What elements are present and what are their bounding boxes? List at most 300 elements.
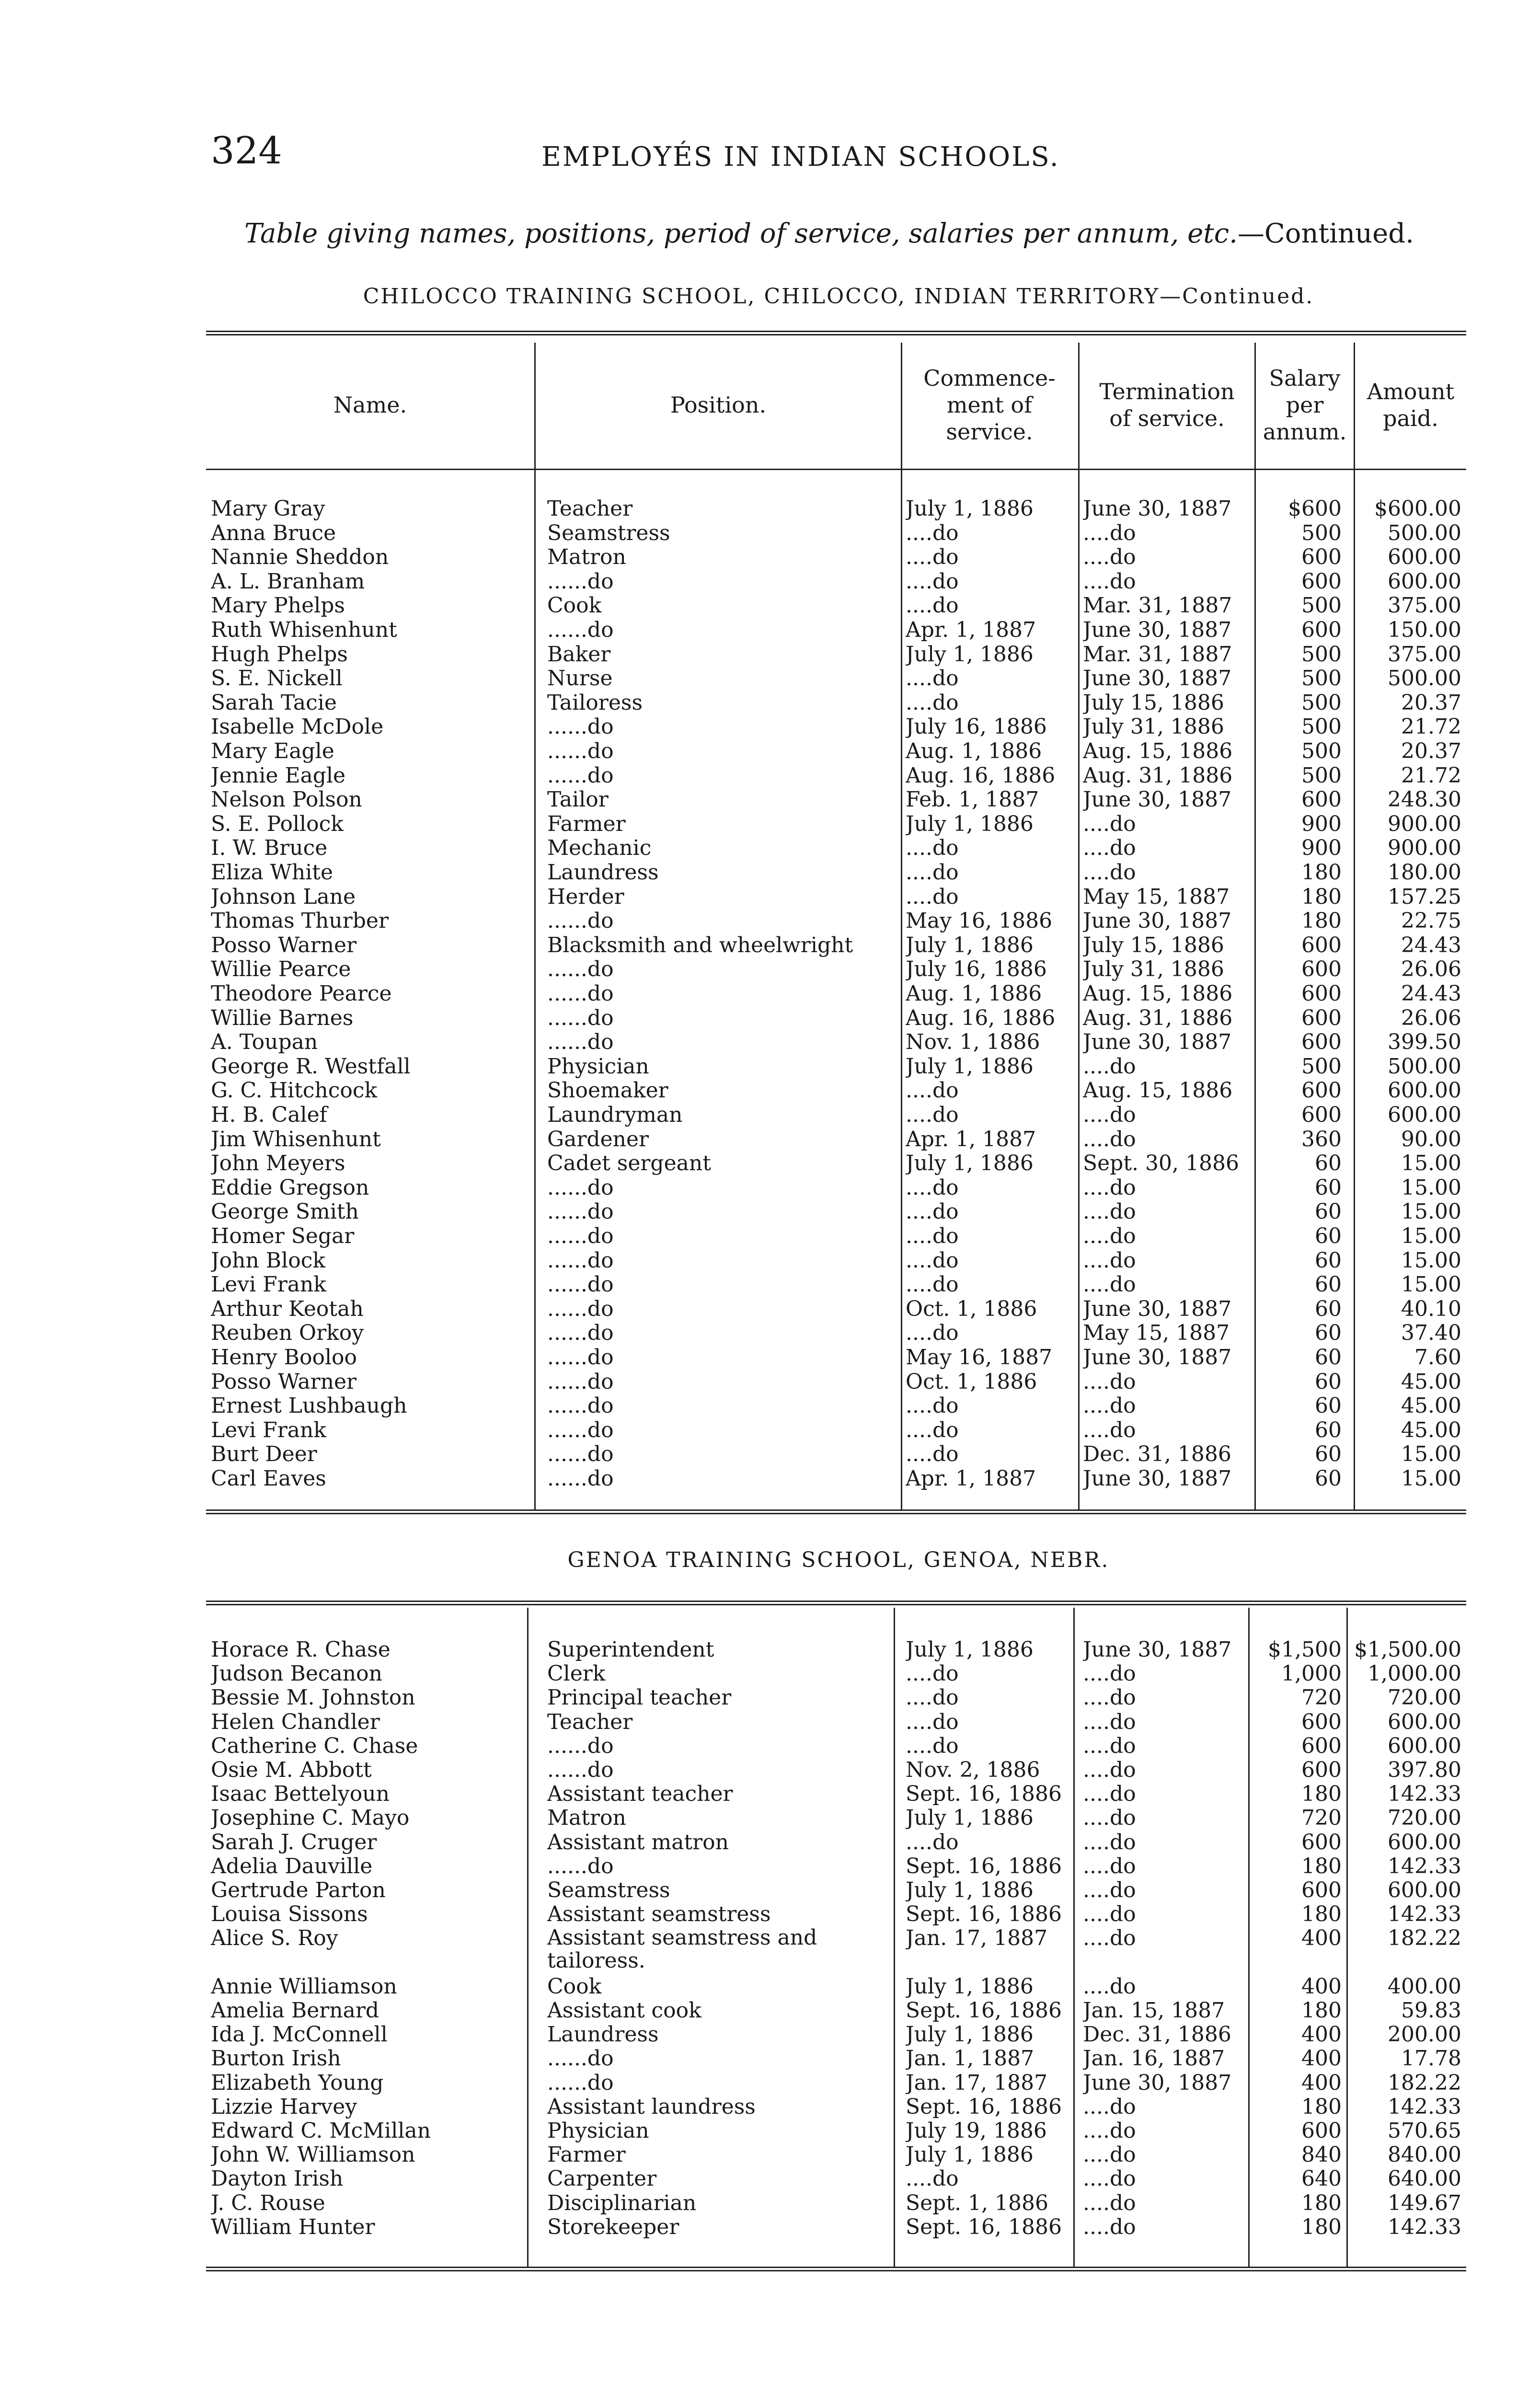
row-salary: 60 [1315, 1152, 1342, 1176]
row-position: Physician [547, 2119, 649, 2143]
row-salary: 500 [1301, 594, 1342, 618]
row-name: Alice S. Roy [211, 1926, 338, 1951]
row-salary: 640 [1301, 2167, 1342, 2191]
row-commencement: ....do [906, 836, 959, 861]
row-salary: 60 [1315, 1175, 1342, 1200]
row-name: Ernest Lushbaugh [211, 1394, 407, 1418]
row-commencement: ....do [906, 861, 959, 885]
row-name: Lizzie Harvey [211, 2095, 357, 2119]
row-amount: 45.00 [1401, 1370, 1461, 1394]
row-position: Cook [547, 1974, 602, 1999]
row-position: Farmer [547, 2143, 626, 2167]
row-position: Carpenter [547, 2167, 657, 2191]
row-position: Assistant cook [547, 1999, 701, 2023]
row-termination: Jan. 15, 1887 [1083, 1999, 1225, 2023]
row-name: Willie Barnes [211, 1006, 354, 1030]
row-amount: 720.00 [1388, 1806, 1461, 1831]
row-name: Levi Frank [211, 1418, 326, 1442]
row-salary: 400 [1301, 2023, 1342, 2047]
row-commencement: ....do [906, 1079, 959, 1103]
row-position: Mechanic [547, 836, 652, 861]
row-amount: 15.00 [1401, 1152, 1461, 1176]
row-position: ......do [547, 1175, 614, 1200]
row-position: Storekeeper [547, 2215, 679, 2239]
row-amount: 142.33 [1388, 1782, 1461, 1807]
row-termination: July 15, 1886 [1083, 691, 1224, 715]
header-amount: Amount paid. [1367, 379, 1455, 431]
row-amount: $600.00 [1374, 497, 1461, 521]
row-amount: 600.00 [1388, 545, 1461, 570]
row-name: Johnson Lane [211, 885, 356, 909]
row-position: ......do [547, 1200, 614, 1224]
row-termination: ....do [1083, 2167, 1136, 2191]
table-row [0, 1806, 1540, 1830]
row-termination: ....do [1083, 1710, 1136, 1734]
page-number: 324 [211, 129, 282, 173]
caption-continued: —Continued. [1237, 218, 1414, 249]
row-commencement: Oct. 1, 1886 [906, 1370, 1037, 1394]
row-commencement: Apr. 1, 1887 [906, 1127, 1036, 1152]
row-commencement: July 1, 1886 [906, 1054, 1034, 1079]
row-amount: 840.00 [1388, 2143, 1461, 2167]
header-rule [206, 469, 1466, 470]
row-termination: ....do [1083, 545, 1136, 570]
row-name: John W. Williamson [211, 2143, 415, 2167]
row-salary: 60 [1315, 1394, 1342, 1418]
row-name: Burton Irish [211, 2047, 341, 2071]
row-salary: 600 [1301, 933, 1342, 957]
row-salary: 500 [1301, 521, 1342, 545]
row-commencement: Oct. 1, 1886 [906, 1297, 1037, 1321]
row-termination: Aug. 31, 1886 [1083, 763, 1233, 788]
table-row [0, 764, 1540, 788]
row-position: Seamstress [547, 1878, 670, 1902]
table-row [0, 1999, 1540, 2023]
row-name: Henry Booloo [211, 1346, 357, 1370]
row-termination: ....do [1083, 1127, 1136, 1152]
row-position: ......do [547, 1442, 614, 1467]
row-position: ......do [547, 2047, 614, 2071]
row-salary: 180 [1301, 885, 1342, 909]
table-row [0, 1030, 1540, 1054]
table-row [0, 1710, 1540, 1734]
row-commencement: July 1, 1886 [906, 812, 1034, 836]
row-salary: 600 [1301, 1103, 1342, 1127]
row-position: Matron [547, 1806, 626, 1831]
row-commencement: ....do [906, 1273, 959, 1297]
table-row [0, 1297, 1540, 1321]
row-name: Jennie Eagle [211, 763, 346, 788]
row-amount: 375.00 [1388, 594, 1461, 618]
row-amount: 400.00 [1388, 1974, 1461, 1999]
table-row [0, 957, 1540, 981]
row-salary: 180 [1301, 909, 1342, 933]
row-name: Adelia Dauville [211, 1854, 373, 1878]
row-amount: 90.00 [1401, 1127, 1461, 1152]
row-salary: 500 [1301, 1054, 1342, 1079]
row-salary: 60 [1315, 1467, 1342, 1491]
row-position: ......do [547, 1370, 614, 1394]
row-commencement: Aug. 1, 1886 [906, 739, 1042, 763]
row-position: Laundryman [547, 1103, 683, 1127]
row-termination: ....do [1083, 1418, 1136, 1442]
table-bottom-rule [206, 2267, 1466, 2271]
row-termination: ....do [1083, 1830, 1136, 1855]
row-amount: 900.00 [1388, 812, 1461, 836]
row-amount: 21.72 [1401, 715, 1461, 739]
row-termination: ....do [1083, 1224, 1136, 1248]
row-name: Sarah Tacie [211, 691, 337, 715]
row-salary: 500 [1301, 691, 1342, 715]
row-salary: 180 [1301, 861, 1342, 885]
table-row [0, 545, 1540, 569]
row-termination: ....do [1083, 2191, 1136, 2215]
table-bottom-rule [206, 1509, 1466, 1514]
row-name: Sarah J. Cruger [211, 1830, 377, 1855]
row-commencement: ....do [906, 667, 959, 691]
row-commencement: ....do [906, 1321, 959, 1346]
row-amount: 600.00 [1388, 1830, 1461, 1855]
row-position: Laundress [547, 861, 659, 885]
row-position: Assistant seamstress and tailoress. [547, 1926, 817, 1973]
row-termination: June 30, 1887 [1083, 788, 1232, 812]
row-commencement: July 1, 1886 [906, 1152, 1034, 1176]
row-salary: 180 [1301, 1999, 1342, 2023]
table-row [0, 1128, 1540, 1152]
row-commencement: ....do [906, 594, 959, 618]
row-name: Mary Phelps [211, 594, 345, 618]
row-commencement: ....do [906, 1248, 959, 1273]
row-name: Osie M. Abbott [211, 1758, 372, 1782]
row-amount: 200.00 [1388, 2023, 1461, 2047]
row-termination: Aug. 15, 1886 [1083, 1079, 1233, 1103]
row-termination: June 30, 1887 [1083, 2071, 1232, 2095]
table-row [0, 1249, 1540, 1273]
row-commencement: ....do [906, 1224, 959, 1248]
table-row [0, 2191, 1540, 2215]
row-salary: 60 [1315, 1200, 1342, 1224]
row-salary: 180 [1301, 2191, 1342, 2215]
row-position: Principal teacher [547, 1686, 732, 1710]
row-position: Cadet sergeant [547, 1152, 711, 1176]
row-commencement: Nov. 2, 1886 [906, 1758, 1040, 1782]
row-commencement: July 16, 1886 [906, 715, 1047, 739]
row-salary: 600 [1301, 1878, 1342, 1902]
row-salary: 600 [1301, 982, 1342, 1006]
row-position: ......do [547, 618, 614, 642]
row-termination: May 15, 1887 [1083, 1321, 1230, 1346]
row-position: Tailor [547, 788, 609, 812]
row-amount: 157.25 [1388, 885, 1461, 909]
row-name: Gertrude Parton [211, 1878, 386, 1902]
row-position: Assistant laundress [547, 2095, 756, 2119]
row-termination: May 15, 1887 [1083, 885, 1230, 909]
row-commencement: ....do [906, 1175, 959, 1200]
row-name: Reuben Orkoy [211, 1321, 364, 1346]
row-commencement: Apr. 1, 1887 [906, 1467, 1036, 1491]
row-salary: 600 [1301, 1710, 1342, 1734]
row-name: S. E. Pollock [211, 812, 344, 836]
table-row [0, 2167, 1540, 2191]
row-amount: 24.43 [1401, 933, 1461, 957]
row-name: Mary Gray [211, 497, 325, 521]
row-amount: 59.83 [1401, 1999, 1461, 2023]
row-commencement: July 16, 1886 [906, 957, 1047, 982]
row-commencement: July 1, 1886 [906, 2023, 1034, 2047]
row-commencement: Aug. 1, 1886 [906, 982, 1042, 1006]
row-position: Superintendent [547, 1638, 714, 1662]
row-position: Farmer [547, 812, 626, 836]
table-row [0, 836, 1540, 860]
row-termination: ....do [1083, 2119, 1136, 2143]
row-name: Horace R. Chase [211, 1638, 391, 1662]
table-row [0, 2023, 1540, 2047]
row-commencement: July 1, 1886 [906, 642, 1034, 667]
row-amount: 17.78 [1401, 2047, 1461, 2071]
row-salary: 840 [1301, 2143, 1342, 2167]
row-position: Clerk [547, 1662, 606, 1686]
row-position: ......do [547, 909, 614, 933]
header-name: Name. [333, 392, 407, 418]
row-commencement: ....do [906, 1103, 959, 1127]
table-row [0, 861, 1540, 885]
row-termination: ....do [1083, 1854, 1136, 1878]
row-salary: 180 [1301, 2215, 1342, 2239]
row-position: ......do [547, 1467, 614, 1491]
row-name: Ida J. McConnell [211, 2023, 388, 2047]
row-name: S. E. Nickell [211, 667, 343, 691]
row-amount: 375.00 [1388, 642, 1461, 667]
row-commencement: July 1, 1886 [906, 2143, 1034, 2167]
row-termination: ....do [1083, 1200, 1136, 1224]
row-salary: 400 [1301, 2047, 1342, 2071]
row-position: Gardener [547, 1127, 649, 1152]
row-commencement: ....do [906, 1200, 959, 1224]
table-row [0, 2143, 1540, 2167]
table-row [0, 1224, 1540, 1248]
row-termination: June 30, 1887 [1083, 667, 1232, 691]
row-commencement: Sept. 16, 1886 [906, 2215, 1062, 2239]
row-termination: June 30, 1887 [1083, 1346, 1232, 1370]
row-amount: 600.00 [1388, 1878, 1461, 1902]
row-amount: 500.00 [1388, 521, 1461, 545]
row-commencement: Apr. 1, 1887 [906, 618, 1036, 642]
row-amount: 24.43 [1401, 982, 1461, 1006]
row-amount: 15.00 [1401, 1200, 1461, 1224]
row-name: Thomas Thurber [211, 909, 389, 933]
row-amount: 900.00 [1388, 836, 1461, 861]
row-commencement: ....do [906, 1394, 959, 1418]
row-position: Tailoress [547, 691, 643, 715]
row-name: Helen Chandler [211, 1710, 380, 1734]
row-salary: 600 [1301, 618, 1342, 642]
row-name: Annie Williamson [211, 1974, 397, 1999]
row-name: Homer Segar [211, 1224, 355, 1248]
row-salary: 600 [1301, 1030, 1342, 1055]
row-salary: 180 [1301, 2095, 1342, 2119]
row-commencement: Sept. 16, 1886 [906, 1782, 1062, 1807]
row-name: G. C. Hitchcock [211, 1079, 378, 1103]
row-termination: June 30, 1887 [1083, 1467, 1232, 1491]
row-termination: July 31, 1886 [1083, 957, 1224, 982]
table-row [0, 1902, 1540, 1926]
header-position: Position. [670, 392, 767, 418]
table-row [0, 594, 1540, 618]
row-position: ......do [547, 1224, 614, 1248]
row-position: ......do [547, 1346, 614, 1370]
table-row [0, 1055, 1540, 1079]
row-termination: ....do [1083, 1806, 1136, 1831]
row-salary: 60 [1315, 1297, 1342, 1321]
row-salary: 60 [1315, 1346, 1342, 1370]
row-salary: 500 [1301, 763, 1342, 788]
row-position: ......do [547, 569, 614, 594]
row-name: Theodore Pearce [211, 982, 392, 1006]
row-commencement: ....do [906, 1830, 959, 1855]
row-position: Assistant teacher [547, 1782, 733, 1807]
row-name: Willie Pearce [211, 957, 351, 982]
row-position: Physician [547, 1054, 649, 1079]
table-row [0, 2047, 1540, 2071]
row-salary: 1,000 [1281, 1662, 1342, 1686]
row-salary: 600 [1301, 788, 1342, 812]
row-amount: 142.33 [1388, 1902, 1461, 1927]
table-row [0, 1346, 1540, 1370]
header-salary: Salary per annum. [1263, 365, 1347, 445]
row-commencement: July 1, 1886 [906, 1974, 1034, 1999]
row-salary: 400 [1301, 2071, 1342, 2095]
row-amount: 15.00 [1401, 1175, 1461, 1200]
row-position: ......do [547, 715, 614, 739]
row-amount: 399.50 [1388, 1030, 1461, 1055]
table-caption [244, 218, 1414, 249]
row-amount: 15.00 [1401, 1224, 1461, 1248]
row-name: Mary Eagle [211, 739, 334, 763]
row-commencement: July 1, 1886 [906, 1878, 1034, 1902]
table-row [0, 885, 1540, 909]
row-position: Baker [547, 642, 611, 667]
table-top-rule [206, 1601, 1466, 1605]
row-termination: Mar. 31, 1887 [1083, 642, 1232, 667]
row-termination: Dec. 31, 1886 [1083, 1442, 1231, 1467]
row-termination: ....do [1083, 1103, 1136, 1127]
row-commencement: Jan. 17, 1887 [906, 2071, 1048, 2095]
row-salary: $600 [1288, 497, 1342, 521]
row-amount: 180.00 [1388, 861, 1461, 885]
caption-text: Table giving names, positions, period of service, salaries per annum, etc. [244, 218, 1238, 249]
row-name: Burt Deer [211, 1442, 317, 1467]
table-row [0, 1176, 1540, 1200]
row-name: Jim Whisenhunt [211, 1127, 381, 1152]
row-amount: 182.22 [1388, 2071, 1461, 2095]
row-salary: 60 [1315, 1418, 1342, 1442]
row-amount: 600.00 [1388, 1079, 1461, 1103]
row-salary: 60 [1315, 1248, 1342, 1273]
row-salary: 400 [1301, 1926, 1342, 1951]
row-name: Eddie Gregson [211, 1175, 369, 1200]
row-name: Judson Becanon [211, 1662, 382, 1686]
table-row [0, 1782, 1540, 1806]
row-position: ......do [547, 957, 614, 982]
row-amount: 15.00 [1401, 1467, 1461, 1491]
row-position: ......do [547, 982, 614, 1006]
table-row [0, 1758, 1540, 1782]
table-row [0, 1200, 1540, 1224]
row-name: John Block [211, 1248, 325, 1273]
row-commencement: May 16, 1886 [906, 909, 1053, 933]
row-amount: 142.33 [1388, 2215, 1461, 2239]
row-commencement: ....do [906, 1734, 959, 1758]
row-name: Arthur Keotah [211, 1297, 364, 1321]
table-row [0, 909, 1540, 933]
row-salary: 60 [1315, 1370, 1342, 1394]
row-amount: 37.40 [1401, 1321, 1461, 1346]
table-row [0, 715, 1540, 739]
row-position: ......do [547, 1854, 614, 1878]
row-amount: 45.00 [1401, 1418, 1461, 1442]
row-position: ......do [547, 739, 614, 763]
row-amount: 26.06 [1401, 1006, 1461, 1030]
row-termination: ....do [1083, 569, 1136, 594]
table-row [0, 1370, 1540, 1394]
row-name: William Hunter [211, 2215, 375, 2239]
table-row [0, 812, 1540, 836]
row-name: Posso Warner [211, 933, 357, 957]
row-salary: 720 [1301, 1686, 1342, 1710]
table-row [0, 1855, 1540, 1878]
row-name: Elizabeth Young [211, 2071, 384, 2095]
row-termination: ....do [1083, 1662, 1136, 1686]
row-amount: 640.00 [1388, 2167, 1461, 2191]
table-row [0, 1103, 1540, 1127]
table-row [0, 1975, 1540, 1999]
row-name: J. C. Rouse [211, 2191, 325, 2215]
row-termination: Aug. 15, 1886 [1083, 982, 1233, 1006]
row-salary: 60 [1315, 1273, 1342, 1297]
table-row [0, 618, 1540, 642]
row-termination: July 15, 1886 [1083, 933, 1224, 957]
row-commencement: Sept. 16, 1886 [906, 1854, 1062, 1878]
row-amount: 248.30 [1388, 788, 1461, 812]
row-salary: 60 [1315, 1224, 1342, 1248]
row-name: Ruth Whisenhunt [211, 618, 397, 642]
row-termination: ....do [1083, 521, 1136, 545]
row-termination: ....do [1083, 836, 1136, 861]
row-salary: 500 [1301, 667, 1342, 691]
row-commencement: July 1, 1886 [906, 933, 1034, 957]
row-salary: 600 [1301, 569, 1342, 594]
row-position: ......do [547, 1297, 614, 1321]
table-row [0, 933, 1540, 957]
table-row [0, 2119, 1540, 2143]
table-row [0, 1079, 1540, 1103]
row-position: ......do [547, 1030, 614, 1055]
row-salary: 180 [1301, 1854, 1342, 1878]
row-salary: 180 [1301, 1902, 1342, 1927]
row-termination: ....do [1083, 1394, 1136, 1418]
row-salary: 600 [1301, 2119, 1342, 2143]
row-name: Isabelle McDole [211, 715, 384, 739]
row-commencement: July 1, 1886 [906, 1806, 1034, 1831]
table-top-rule [206, 331, 1466, 335]
row-commencement: Feb. 1, 1887 [906, 788, 1039, 812]
row-salary: 600 [1301, 1758, 1342, 1782]
row-commencement: July 1, 1886 [906, 1638, 1034, 1662]
row-amount: 500.00 [1388, 667, 1461, 691]
row-name: Josephine C. Mayo [211, 1806, 410, 1831]
row-name: H. B. Calef [211, 1103, 327, 1127]
row-salary: 500 [1301, 642, 1342, 667]
